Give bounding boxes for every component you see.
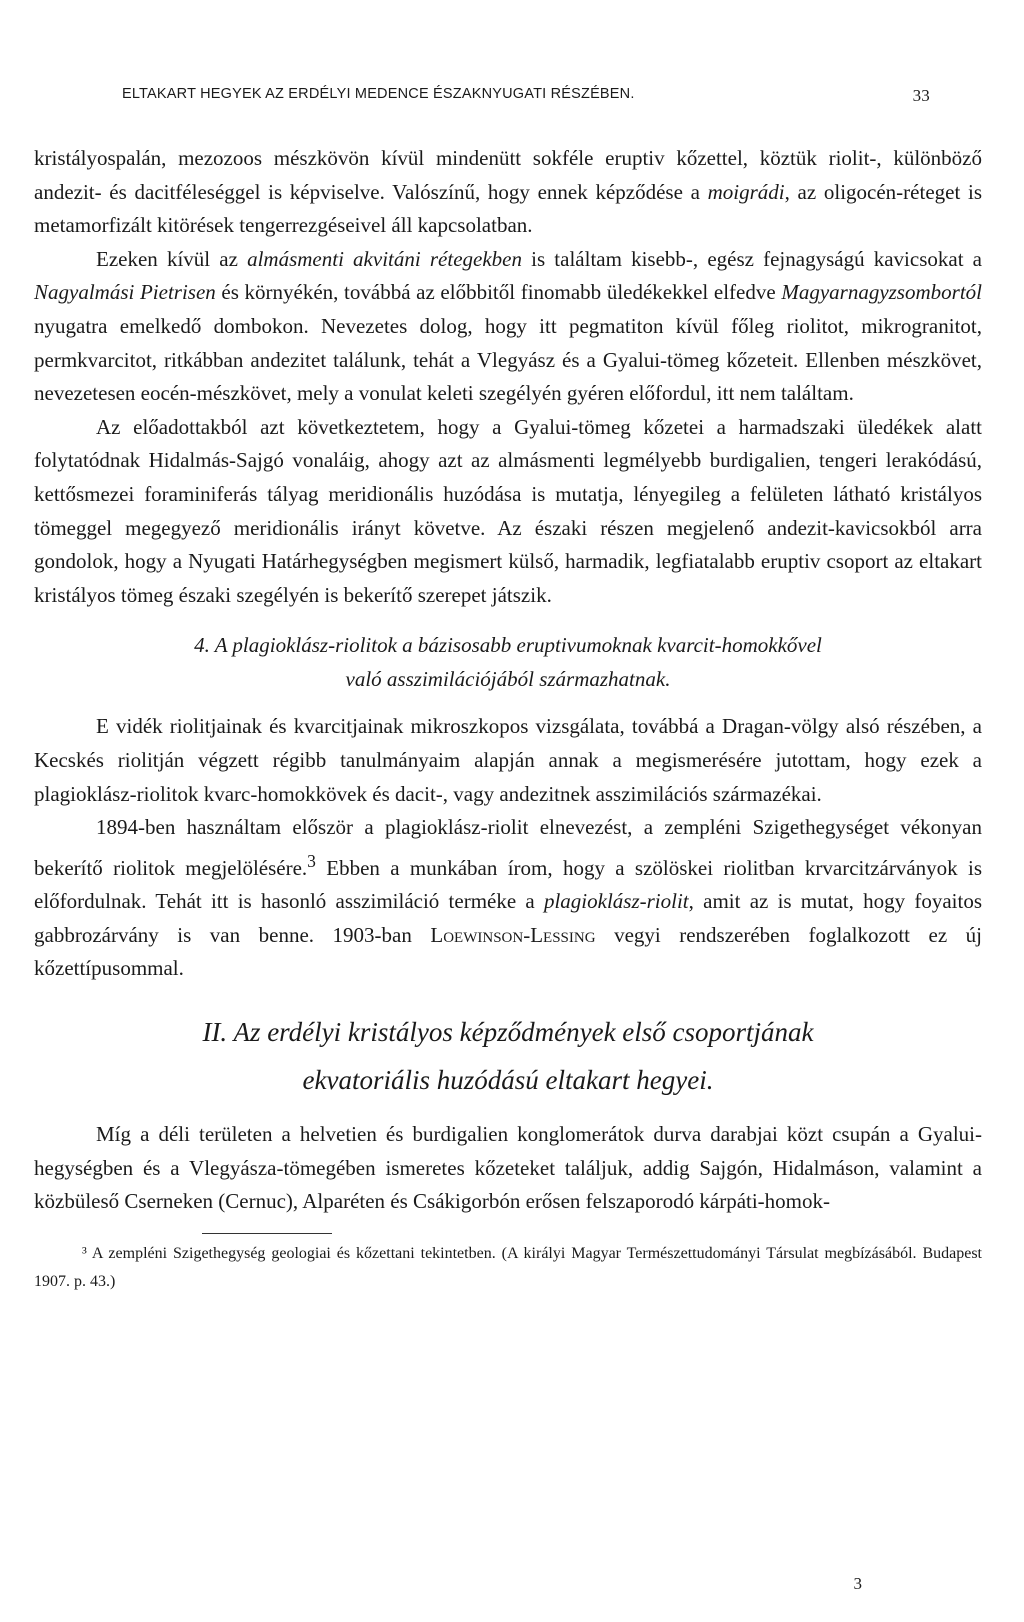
paragraph: 1894-ben használtam először a plagioklász-riolit elnevezést, a zempléni Szigethegységet vékonyan bekerítő riolitok megjelölésére.$^3$ Ebben a munkában írom, hogy a szölöskei riolitban krvarcitzárványok is előfordulnak. Tehát itt is hasonló asszimiláció terméke a plagioklász-riolit, amit az is mutat, hogy foyaitos gabbrozárvány is van benne. 1903-ban Loewinson-Lessing vegyi rendszerében foglalkozott ez új kőzettípusommal.: [34, 815, 983, 981]
running-header: [122, 86, 930, 105]
body-text: [34, 142, 982, 1296]
paragraph: kristályospalán, mezozoos mészkövön kívül mindenütt sokféle eruptiv kőzettel, köztük riolit-, különböző andezit- és dacitféleséggel is képviselve. Valószínű, hogy ennek képződése a moigrádi, az oligocén-réteget is metamorfizált kitörések tengerrezgéseivel áll kapcsolatban.: [34, 146, 982, 238]
section-heading-II: II. Az erdélyi kristályos képződmények első csoportjának ekvatoriális huzódású eltakart hegyei.: [202, 1017, 814, 1096]
paragraph: E vidék riolitjainak és kvarcitjainak mikroszkopos vizsgálata, továbbá a Dragan-völgy alsó részében, a Kecskés riolitján végzett régibb tanulmányaim alapján annak a megismerésére jutottam, hogy ezek a plagioklász-riolitok kvarc-homokkövek és dacit-, vagy andezitnek asszimilációs származékai.: [34, 714, 982, 806]
paragraph: Míg a déli területen a helvetien és burdigalien konglomerátok durva darabjai közt csupán a Gyalui-hegységben és a Vlegyásza-tömegében ismeretes kőzeteket találjuk, addig Sajgón, Hidalmáson, valamint a közbüleső Cserneken (Cernuc), Alparéten és Csákigorbón erősen felszaporodó kárpáti-homok-: [34, 1122, 982, 1214]
signature-mark: 3: [853, 1574, 862, 1593]
page-number: 33: [912, 86, 930, 105]
footnote: ³ A zempléni Szigethegység geologiai és kőzettani tekintetben. (A királyi Magyar Természettudományi Társulat megbízásából. Budapest 1907. p. 43.): [34, 1244, 982, 1290]
section-heading-4: 4. A plagioklász-riolitok a bázisosabb eruptivumoknak kvarcit-homokkővel való asszimilációjából származhatnak.: [194, 633, 822, 692]
footnote-ref: 3: [307, 850, 316, 871]
header-title: ELTAKART HEGYEK AZ ERDÉLYI MEDENCE ÉSZAKNYUGATI RÉSZÉBEN.: [122, 86, 635, 102]
footnote-rule: [202, 1233, 332, 1234]
paragraph: Az előadottakból azt következtetem, hogy a Gyalui-tömeg kőzetei a harmadszaki üledékek alatt folytatódnak Hidalmás-Sajgó vonaláig, ahogy azt az almásmenti legmélyebb burdigalien, tengeri lerakódású, kettősmezei foraminiferás tályag meridionális huzódása is mutatja, lényegileg a felületen látható kristályos tömeggel megegyező meridionális irányt követve. Az északi részen megjelenő andezit-kavicsokból arra gondolok, hogy a Nyugati Határhegységben megismert külső, harmadik, legfiatalabb eruptiv csoport az eltakart kristályos tömeg északi szegélyén is bekerítő szerepet játszik.: [34, 414, 982, 607]
paragraph: Ezeken kívül az almásmenti akvitáni rétegekben is találtam kisebb-, egész fejnagyságú kavicsokat a Nagyalmási Pietrisen és környékén, továbbá az előbbitől finomabb üledékekkel elfedve Magyarnagyzsombortól nyugatra emelkedő dombokon. Nevezetes dolog, hogy itt pegmatiton kívül főleg riolitot, mikrogranitot, permkvarcitot, ritkábban andezitet találunk, tehát a Vlegyász és a Gyalui-tömeg kőzeteit. Ellenben mészkövet, nevezetesen eocén-mészkövet, mely a vonulat keleti szegélyén gyéren előfordul, itt nem találtam.: [34, 246, 983, 406]
